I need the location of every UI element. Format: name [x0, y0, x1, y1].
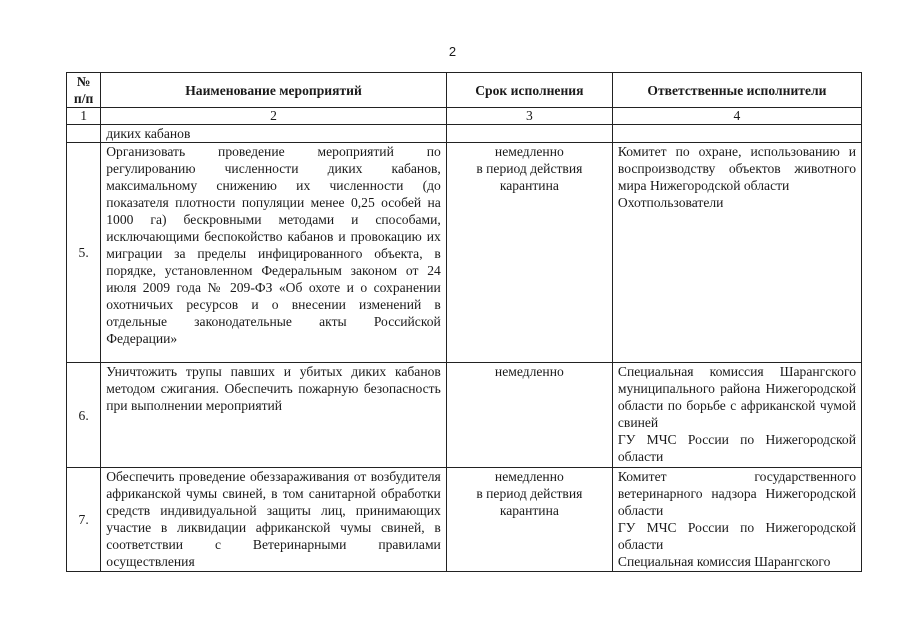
term-line: в период действия	[476, 161, 583, 176]
responsible-line: Комитет по охране, использованию и воспроизводству объектов животного мира Нижегородской области	[617, 144, 856, 193]
table-row	[67, 143, 862, 363]
responsible-line: Комитет государственного ветеринарного надзора Нижегородской области	[617, 469, 856, 518]
column-number-row	[67, 108, 862, 125]
term-line: в период действия	[476, 486, 583, 501]
column-number: 2	[101, 108, 447, 125]
term-cell	[446, 468, 612, 572]
row-number: 6.	[67, 363, 101, 468]
term-cell	[446, 363, 612, 468]
column-number: 1	[67, 108, 101, 125]
column-number: 4	[612, 108, 861, 125]
measure-name: Организовать проведение мероприятий по регулированию численности диких кабанов, максимальному снижению их численности (до показателя плотности популяции менее 0,25 особей на 1000 га) бескровными методами и способами, исключающими беспокойство кабанов и провокацию их миграции за пределы инфицированного объекта, в порядке, установленном Федеральным законом от 24 июля 2009 года № 209-ФЗ «Об охоте и о сохранении охотничьих ресурсов и о внесении изменений в отдельные законодательные акты Российской Федерации»	[101, 143, 447, 363]
responsible-line: ГУ МЧС России по Нижегородской области	[617, 520, 856, 552]
header-responsible: Ответственные исполнители	[612, 73, 861, 108]
term-line: карантина	[499, 503, 559, 518]
responsible-cell	[612, 143, 861, 363]
row-number: 5.	[67, 143, 101, 363]
measures-table	[66, 72, 862, 572]
responsible-line: Специальная комиссия Шарангского	[617, 554, 831, 569]
table-row	[67, 363, 862, 468]
measure-name: Уничтожить трупы павших и убитых диких кабанов методом сжигания. Обеспечить пожарную безопасность при выполнении мероприятий	[101, 363, 447, 468]
header-term: Срок исполнения	[446, 73, 612, 108]
term-line: немедленно	[494, 469, 564, 484]
header-measures: Наименование мероприятий	[101, 73, 447, 108]
table-row-continued	[67, 125, 862, 143]
responsible-line: ГУ МЧС России по Нижегородской области	[617, 432, 856, 464]
responsible-cell	[612, 468, 861, 572]
row-number: 7.	[67, 468, 101, 572]
responsible-line: Охотпользователи	[617, 195, 724, 210]
term-cell	[446, 143, 612, 363]
table-header-row	[67, 73, 862, 108]
term-line: немедленно	[494, 144, 564, 159]
table-row	[67, 468, 862, 572]
measure-name: диких кабанов	[101, 125, 447, 143]
measure-name: Обеспечить проведение обеззараживания от возбудителя африканской чумы свиней, в том санитарной обработки средств индивидуальной защиты лиц, принимающих участие в ликвидации африканской чумы свиней, в соответствии с Ветеринарными правилами осуществления	[101, 468, 447, 572]
term-line: карантина	[499, 178, 559, 193]
term-line: немедленно	[494, 364, 564, 379]
responsible-cell	[612, 363, 861, 468]
responsible-line: Специальная комиссия Шарангского муниципального района Нижегородской области по борьбе с африканской чумой свиней	[617, 364, 856, 430]
column-number: 3	[446, 108, 612, 125]
header-number: № п/п	[67, 73, 101, 108]
page-number: 2	[448, 44, 457, 59]
